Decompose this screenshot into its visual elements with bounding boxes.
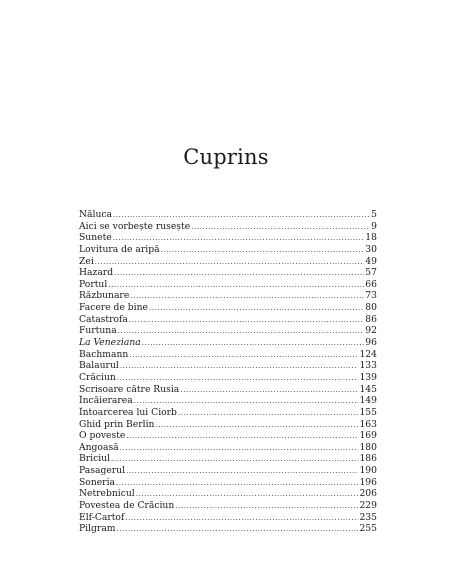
- toc-entry: [79, 523, 377, 535]
- toc-entry-page-number: 206: [359, 488, 377, 500]
- toc-dot-leader: [126, 466, 358, 477]
- toc-entry-title: Portul: [79, 278, 108, 290]
- toc-dot-leader: [117, 524, 359, 535]
- table-of-contents: [79, 209, 377, 535]
- toc-entry-page-number: 86: [365, 313, 377, 325]
- toc-entry-title: La Veneziana: [79, 337, 141, 349]
- toc-dot-leader: [114, 268, 364, 279]
- toc-entry-title: Balaurul: [79, 360, 119, 372]
- toc-entry: [79, 279, 377, 291]
- toc-entry: [79, 442, 377, 454]
- toc-entry: [79, 372, 377, 384]
- toc-dot-leader: [134, 396, 359, 407]
- toc-entry: [79, 453, 377, 465]
- toc-entry: [79, 488, 377, 500]
- toc-entry-title: Încăierarea: [79, 395, 133, 407]
- toc-dot-leader: [120, 443, 359, 454]
- toc-dot-leader: [129, 350, 358, 361]
- toc-entry-title: Pilgram: [79, 523, 116, 535]
- toc-dot-leader: [113, 233, 365, 244]
- toc-dot-leader: [120, 361, 359, 372]
- toc-dot-leader: [113, 210, 370, 221]
- toc-entry: [79, 512, 377, 524]
- toc-entry-title: Catastrofa: [79, 313, 128, 325]
- toc-dot-leader: [118, 326, 365, 337]
- toc-entry-page-number: 235: [359, 511, 377, 523]
- toc-entry: [79, 244, 377, 256]
- toc-entry-title: Netrebnicul: [79, 488, 135, 500]
- toc-dot-leader: [149, 303, 364, 314]
- toc-entry-title: Furtuna: [79, 325, 117, 337]
- toc-entry-page-number: 190: [359, 465, 377, 477]
- toc-entry-page-number: 49: [365, 255, 377, 267]
- toc-entry: [79, 232, 377, 244]
- toc-dot-leader: [161, 245, 365, 256]
- toc-entry-page-number: 18: [365, 232, 377, 244]
- toc-entry: [79, 395, 377, 407]
- toc-entry-title: Lovitura de aripă: [79, 243, 160, 255]
- toc-entry: [79, 221, 377, 233]
- toc-dot-leader: [178, 408, 359, 419]
- toc-dot-leader: [108, 280, 364, 291]
- toc-entry-title: Ghid prin Berlin: [79, 418, 155, 430]
- toc-entry-title: Întoarcerea lui Ciorb: [79, 406, 177, 418]
- toc-entry-title: Răzbunare: [79, 290, 130, 302]
- toc-entry: [79, 349, 377, 361]
- toc-entry-page-number: 139: [359, 371, 377, 383]
- toc-entry-page-number: 92: [365, 325, 377, 337]
- toc-entry-title: Elf-Cartof: [79, 511, 125, 523]
- toc-dot-leader: [136, 489, 359, 500]
- toc-entry-title: Soneria: [79, 476, 115, 488]
- toc-entry-title: O poveste: [79, 430, 126, 442]
- toc-dot-leader: [180, 385, 358, 396]
- toc-dot-leader: [125, 513, 358, 524]
- toc-entry-title: Briciul: [79, 453, 111, 465]
- toc-entry-title: Hazard: [79, 267, 114, 279]
- toc-entry-page-number: 66: [365, 278, 377, 290]
- toc-entry-page-number: 30: [365, 243, 377, 255]
- toc-entry-title: Aici se vorbește rusește: [79, 220, 191, 232]
- page-title: Cuprins: [183, 145, 269, 169]
- toc-entry-title: Angoasă: [79, 441, 119, 453]
- toc-entry-title: Povestea de Crăciun: [79, 500, 175, 512]
- toc-entry-page-number: 73: [365, 290, 377, 302]
- toc-entry: [79, 430, 377, 442]
- toc-dot-leader: [129, 315, 364, 326]
- toc-entry-page-number: 5: [371, 209, 377, 220]
- toc-entry: [79, 465, 377, 477]
- toc-entry-title: Zei: [79, 255, 94, 267]
- toc-entry-title: Facere de bine: [79, 302, 148, 314]
- toc-entry: [79, 419, 377, 431]
- toc-dot-leader: [116, 478, 358, 489]
- toc-entry-title: Crăciun: [79, 371, 116, 383]
- toc-entry: [79, 360, 377, 372]
- toc-entry: [79, 384, 377, 396]
- toc-entry: [79, 500, 377, 512]
- toc-dot-leader: [117, 373, 359, 384]
- toc-dot-leader: [111, 454, 358, 465]
- toc-entry: [79, 256, 377, 268]
- toc-entry-page-number: 155: [359, 406, 377, 418]
- toc-entry-page-number: 163: [359, 418, 377, 430]
- toc-entry: [79, 314, 377, 326]
- toc-dot-leader: [130, 291, 364, 302]
- toc-entry-title: Năluca: [79, 209, 112, 220]
- toc-entry-title: Bachmann: [79, 348, 129, 360]
- toc-dot-leader: [126, 431, 358, 442]
- toc-entry-page-number: 133: [359, 360, 377, 372]
- toc-dot-leader: [175, 501, 358, 512]
- toc-entry-page-number: 80: [365, 302, 377, 314]
- toc-entry: [79, 477, 377, 489]
- toc-entry-title: Sunete: [79, 232, 112, 244]
- toc-entry: [79, 267, 377, 279]
- toc-dot-leader: [191, 222, 370, 233]
- toc-entry-page-number: 169: [359, 430, 377, 442]
- toc-entry-title: Scrisoare către Rusia: [79, 383, 180, 395]
- toc-entry-page-number: 180: [359, 441, 377, 453]
- toc-entry-page-number: 149: [359, 395, 377, 407]
- toc-entry: [79, 209, 377, 221]
- toc-entry: [79, 325, 377, 337]
- toc-dot-leader: [95, 257, 365, 268]
- toc-entry: [79, 302, 377, 314]
- toc-entry-page-number: 57: [365, 267, 377, 279]
- toc-dot-leader: [155, 420, 358, 431]
- toc-entry: [79, 407, 377, 419]
- toc-entry: [79, 290, 377, 302]
- toc-entry-page-number: 229: [359, 500, 377, 512]
- toc-dot-leader: [142, 338, 365, 349]
- toc-entry-page-number: 9: [371, 220, 377, 232]
- toc-entry-page-number: 186: [359, 453, 377, 465]
- toc-entry-title: Pasagerul: [79, 465, 126, 477]
- toc-entry-page-number: 255: [359, 523, 377, 535]
- toc-entry-page-number: 96: [365, 337, 377, 349]
- toc-entry-page-number: 145: [359, 383, 377, 395]
- toc-entry-page-number: 124: [359, 348, 377, 360]
- toc-entry-page-number: 196: [359, 476, 377, 488]
- toc-entry: [79, 337, 377, 349]
